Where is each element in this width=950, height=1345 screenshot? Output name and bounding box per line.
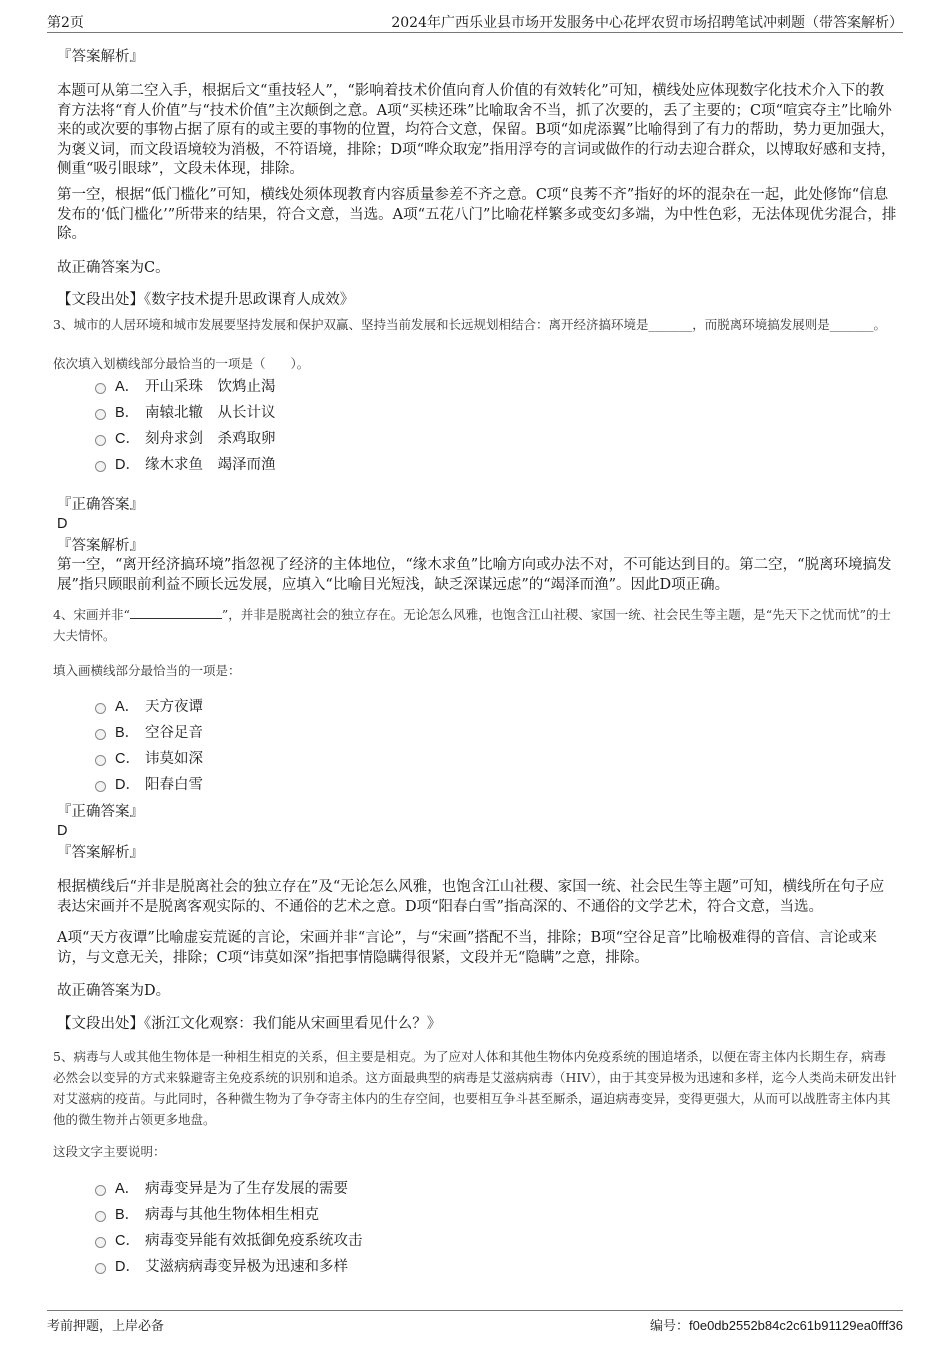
q2-analysis-para2: 第一空，根据“低门槛化”可知，横线处须体现教育内容质量参差不齐之意。C项“良莠不齐”指好的坏的混杂在一起，此处修饰“信息发布的‘低门槛化’”所带来的结果，符合文意，当选。A项“五花八门”比喻花样繁多或变幻多端，为中性色彩，无法体现优劣混合，排除。 [57,187,897,242]
footer-slogan: 考前押题，上岸必备 [47,1319,165,1334]
q5-option-b[interactable]: B． 病毒与其他生物体相生相克 [95,1202,319,1224]
q4-option-d[interactable]: D． 阳春白雪 [95,772,203,794]
q2-source: 【文段出处】《数字技术提升思政课育人成效》 [57,292,355,308]
q3-option-b[interactable]: B． 南辕北辙 从长计议 [95,400,276,422]
q4-option-a[interactable]: A． 天方夜谭 [95,694,203,716]
q2-analysis-label: 『答案解析』 [57,49,144,65]
radio-icon[interactable] [95,409,106,420]
radio-icon[interactable] [95,781,106,792]
q5-stem: 5、病毒与人或其他生物体是一种相生相克的关系，但主要是相克。为了应对人体和其他生物体内免疫系统的围追堵杀，以便在寄主体内长期生存，病毒必然会以变异的方式来躲避寄主免疫系统的识别和追杀。这方面最典型的病毒是艾滋病病毒（HIV），由于其变异极为迅速和多样，迄今人类尚未研发出针对艾滋病的疫苗。与此同时，各种微生物为了争夺寄主体内的生存空间，也要相互争斗甚至厮杀，逼迫病毒变异，变得更强大，从而可以战胜寄主体内其他的微生物并占领更多地盘。 [53,1049,897,1127]
q4-answer-label: 『正确答案』 [57,804,144,820]
q3-option-c[interactable]: C． 刻舟求剑 杀鸡取卵 [95,426,276,448]
q3-option-d[interactable]: D． 缘木求鱼 竭泽而渔 [95,452,276,474]
q4-stem: 4、宋画并非“ ”，并非是脱离社会的独立存在。无论怎么风雅，也饱含江山社稷、家国一统、社会民生等主题，是“先天下之忧而忧”的士大夫情怀。 [53,607,892,643]
radio-icon[interactable] [95,1237,106,1248]
document-code: 编号：f0e0db2552b84c2c61b91129ea0fff36 [649,1318,903,1334]
q5-option-d[interactable]: D． 艾滋病病毒变异极为迅速和多样 [95,1254,348,1276]
q4-source: 【文段出处】《浙江文化观察：我们能从宋画里看见什么？》 [57,1016,442,1032]
radio-icon[interactable] [95,461,106,472]
radio-icon[interactable] [95,729,106,740]
q2-conclusion: 故正确答案为C。 [57,260,170,276]
radio-icon[interactable] [95,755,106,766]
q4-prompt: 填入画横线部分最恰当的一项是： [53,663,241,678]
q4-option-b[interactable]: B． 空谷足音 [95,720,203,742]
q4-blank [130,606,222,619]
radio-icon[interactable] [95,1185,106,1196]
q5-option-a[interactable]: A． 病毒变异是为了生存发展的需要 [95,1176,348,1198]
q3-prompt: 依次填入划横线部分最恰当的一项是（ ）。 [53,356,310,371]
page-number: 第2页 [47,15,84,31]
q5-option-c[interactable]: C． 病毒变异能有效抵御免疫系统攻击 [95,1228,363,1250]
q3-stem: 3、城市的人居环境和城市发展要坚持发展和保护双赢、坚持当前发展和长远规划相结合：离开经济搞环境是_______，而脱离环境搞发展则是_______。 [53,317,886,332]
radio-icon[interactable] [95,1211,106,1222]
radio-icon[interactable] [95,383,106,394]
radio-icon[interactable] [95,435,106,446]
q4-analysis-label: 『答案解析』 [57,845,144,861]
q3-answer: D [57,516,68,532]
q3-answer-label: 『正确答案』 [57,497,144,513]
q4-analysis-para2: A项“天方夜谭”比喻虚妄荒诞的言论，宋画并非“言论”，与“宋画”搭配不当，排除；B项“空谷足音”比喻极难得的音信、言论或来访，与文意无关，排除；C项“讳莫如深”指把事情隐瞒得很紧，文段并无“隐瞒”之意，排除。 [57,930,877,966]
q3-analysis-label: 『答案解析』 [57,538,144,554]
q5-prompt: 这段文字主要说明： [53,1144,166,1159]
page-footer [47,1310,903,1334]
q3-analysis: 第一空，“离开经济搞环境”指忽视了经济的主体地位，“缘木求鱼”比喻方向或办法不对，不可能达到目的。第二空，“脱离环境搞发展”指只顾眼前利益不顾长远发展，应填入“比喻目光短浅，缺乏深谋远虑”的“竭泽而渔”。因此D项正确。 [57,557,892,593]
q4-option-c[interactable]: C． 讳莫如深 [95,746,203,768]
document-title: 2024年广西乐业县市场开发服务中心花坪农贸市场招聘笔试冲刺题（带答案解析） [391,15,903,31]
radio-icon[interactable] [95,1263,106,1274]
q2-analysis-para1: 本题可从第二空入手，根据后文“重技轻人”，“影响着技术价值向育人价值的有效转化”可知，横线处应体现数字化技术介入下的教育方法将“育人价值”与“技术价值”主次颠倒之意。A项“买椟还珠”比喻取舍不当，抓了次要的，丢了主要的；C项“喧宾夺主”比喻外来的或次要的事物占据了原有的或主要的事物的位置，均符合文意，保留。B项“如虎添翼”比喻得到了有力的帮助，势力更加强大，为褒义词，而文段语境较为消极，不符语境，排除；D项“哗众取宠”指用浮夸的言词或做作的行动去迎合群众，以博取好感和支持，侧重“吸引眼球”，文段未体现，排除。 [57,83,896,177]
q4-analysis-para1: 根据横线后“并非是脱离社会的独立存在”及“无论怎么风雅，也饱含江山社稷、家国一统、社会民生等主题”可知，横线所在句子应表达宋画并不是脱离客观实际的、不通俗的艺术之意。D项“阳春白雪”指高深的、不通俗的文学艺术，符合文意，当选。 [57,879,885,915]
q4-conclusion: 故正确答案为D。 [57,983,171,999]
page-header [47,10,903,33]
q3-option-a[interactable]: A． 开山采珠 饮鸩止渴 [95,374,276,396]
radio-icon[interactable] [95,703,106,714]
q4-answer: D [57,823,68,839]
